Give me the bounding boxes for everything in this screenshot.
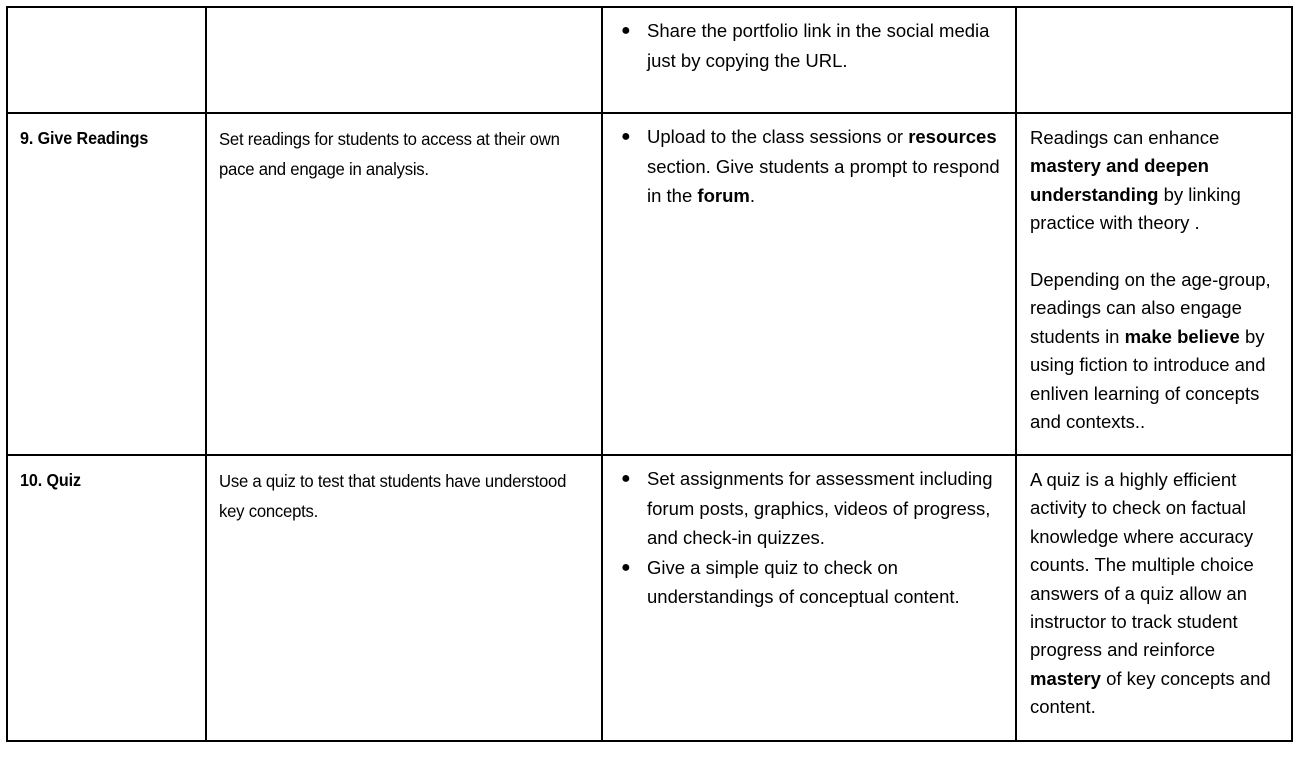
- description-text: Use a quiz to test that students have understood key concepts.: [219, 471, 567, 521]
- activity-name-text: 10. Quiz: [20, 470, 82, 490]
- how-to-list: [603, 122, 1007, 211]
- table-row: [7, 113, 1292, 455]
- description-text: Set readings for students to access at their own pace and engage in analysis.: [219, 129, 560, 179]
- cell-rationale: [1016, 7, 1292, 113]
- how-to-item: [603, 122, 1007, 211]
- how-to-list: [603, 16, 1007, 75]
- cell-description: [206, 113, 602, 455]
- how-to-item-text: Share the portfolio link in the social media just by copying the URL.: [647, 20, 990, 71]
- bullet-icon: ●: [621, 470, 631, 487]
- cell-how-to: [602, 113, 1016, 455]
- how-to-item: [603, 16, 1007, 75]
- rationale-text: [1030, 466, 1281, 722]
- table-row: [7, 7, 1292, 113]
- how-to-item-text: Upload to the class sessions or resources section. Give students a prompt to respond in the forum.: [647, 126, 1000, 207]
- how-to-item: [603, 553, 1007, 612]
- rationale-paragraph: A quiz is a highly efficient activity to check on factual knowledge where accuracy counts. The multiple choice answers of a quiz allow an instructor to track student progress and reinforce mastery of key concepts and content.: [1030, 469, 1271, 718]
- bullet-icon: ●: [621, 558, 631, 576]
- rationale-text: [1030, 124, 1281, 436]
- cell-how-to: [602, 7, 1016, 113]
- table-row: [7, 455, 1292, 741]
- how-to-item-text: Give a simple quiz to check on understandings of conceptual content.: [647, 556, 960, 608]
- cell-rationale: [1016, 113, 1292, 455]
- activity-name-text: 9. Give Readings: [20, 128, 149, 148]
- how-to-item: [603, 464, 1007, 553]
- rationale-paragraph: Readings can enhance mastery and deepen understanding by linking practice with theory .: [1030, 127, 1241, 234]
- cell-rationale: [1016, 455, 1292, 741]
- cell-how-to: [602, 455, 1016, 741]
- bullet-icon: ●: [621, 22, 631, 39]
- how-to-list: [603, 464, 1007, 612]
- how-to-item-text: Set assignments for assessment including forum posts, graphics, videos of progress, and check-in quizzes.: [647, 468, 993, 549]
- table-body: [7, 7, 1292, 741]
- rationale-paragraph: Depending on the age-group, readings can also engage students in make believe by using fiction to introduce and enliven learning of concepts and contexts..: [1030, 269, 1271, 433]
- cell-activity-name: [7, 113, 206, 455]
- cell-activity-name: [7, 7, 206, 113]
- cell-activity-name: [7, 455, 206, 741]
- cell-description: [206, 7, 602, 113]
- cell-description: [206, 455, 602, 741]
- bullet-icon: ●: [621, 128, 631, 145]
- activity-matrix-table: [6, 6, 1293, 742]
